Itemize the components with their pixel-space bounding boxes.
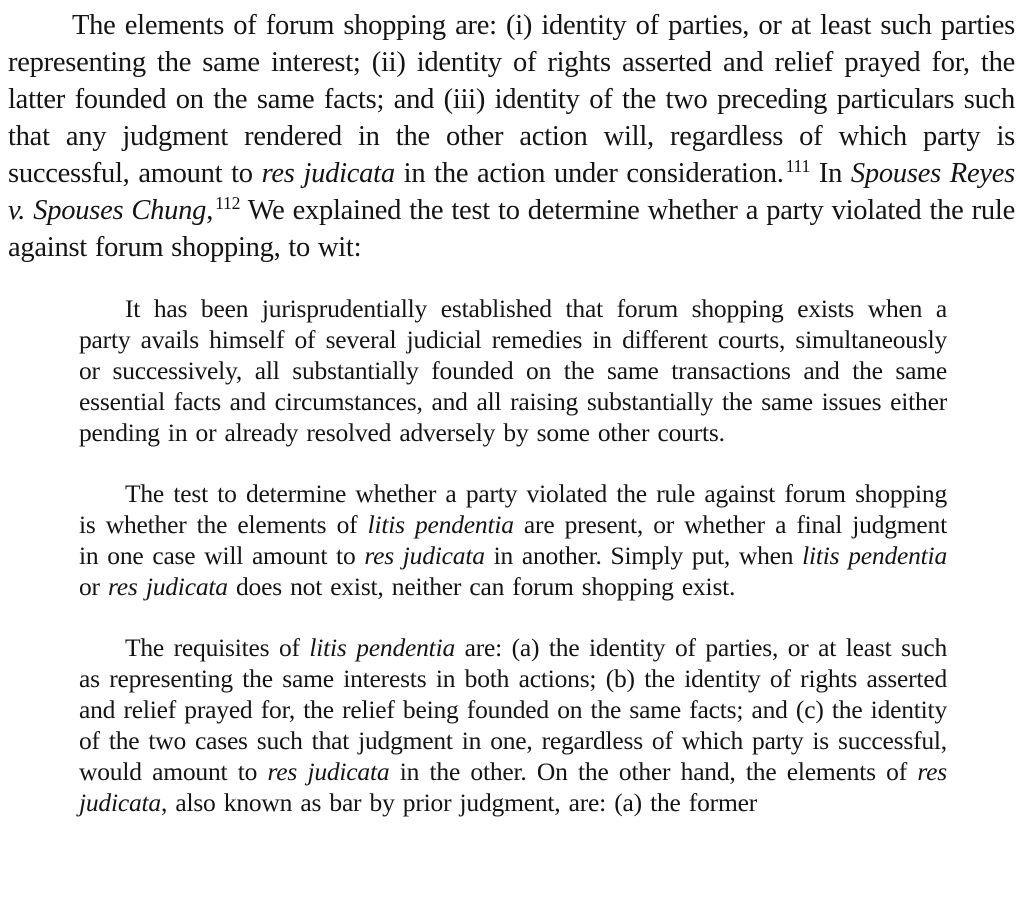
italic-term: litis pendentia (309, 633, 456, 662)
text-run: does not exist, neither can forum shopping exist. (227, 572, 736, 601)
text-run: or (79, 572, 109, 601)
text-run: in the action under consideration. (394, 158, 784, 189)
text-run: The test to determine whether a party violated the rule against forum shopping is whether the elements of (79, 479, 947, 539)
italic-term: Spouses Reyes v. Spouses Chung (8, 158, 1015, 226)
italic-term: res judicata (108, 572, 228, 601)
text-run: It has been jurisprudentially established that forum shopping exists when a party avails himself of several judicial remedies in different courts, simultaneously or successively, all substantially founded on the same transactions and the same essential facts and circumstances, and all raising substantially the same issues either pending in or already resolved adversely by some other courts. (79, 294, 947, 447)
italic-term: res judicata (261, 158, 395, 189)
italic-term: res judicata (267, 757, 390, 786)
text-run: in the other. On the other hand, the elements of (389, 757, 918, 786)
quote-paragraph-test (79, 478, 947, 602)
main-paragraph (8, 7, 1015, 266)
text-run: , (206, 195, 214, 226)
footnote-reference: 112 (215, 193, 241, 214)
italic-term: litis pendentia (367, 510, 514, 539)
text-run: are present, or whether a final judgment in one case will amount to (79, 510, 947, 570)
text-run: are: (a) the identity of parties, or at least such as representing the same interests in both actions; (b) the identity of rights asserted and relief prayed for, the relief being founded on the same facts; and (c) the identity of the two cases such that judgment in one, regardless of which party is successful, would amount to (79, 633, 948, 786)
footnote-reference: 111 (785, 156, 811, 177)
italic-term: litis pendentia (802, 541, 947, 570)
text-run: The elements of forum shopping are: (i) identity of parties, or at least such parties representing the same interest; (ii) identity of rights asserted and relief prayed for, the latter founded on the same facts; and (iii) identity of the two preceding particulars such that any judgment rendered in the other action will, regardless of which party is successful, amount to (8, 10, 1015, 189)
italic-term: res judicata (364, 541, 485, 570)
text-run: The requisites of (125, 633, 310, 662)
text-run: in another. Simply put, when (484, 541, 803, 570)
quote-paragraph-requisites (79, 632, 947, 818)
text-run: In (810, 158, 851, 189)
quoted-excerpt-block (79, 293, 947, 818)
quote-paragraph-forum-shopping-definition (79, 293, 947, 448)
text-run: We explained the test to determine whether a party violated the rule against forum shopping, to wit: (8, 195, 1015, 263)
italic-term: res judicata (79, 757, 947, 817)
text-run: , also known as bar by prior judgment, are: (a) the former (160, 788, 757, 817)
